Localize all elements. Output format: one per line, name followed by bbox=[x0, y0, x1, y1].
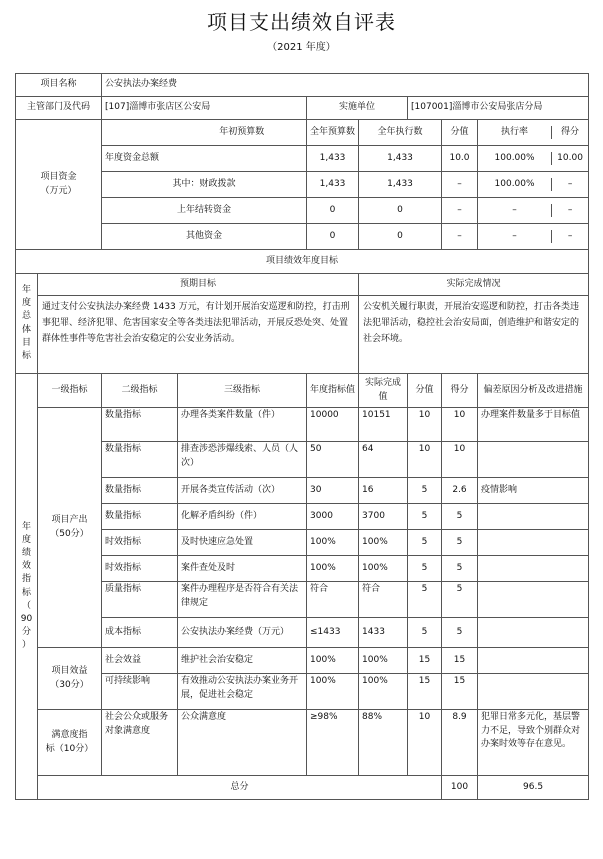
target-cell: 100% bbox=[307, 556, 359, 582]
target-cell: 3000 bbox=[307, 504, 359, 530]
table-row bbox=[16, 674, 589, 710]
level3-cell: 开展各类宣传活动（次） bbox=[178, 478, 307, 504]
deviation-cell: 犯罪日常多元化，基层警力不足，导致个别群众对办案时效等存在意见。 bbox=[478, 710, 589, 776]
actual-cell: 符合 bbox=[359, 582, 408, 618]
level3-cell: 有效推动公安执法办案业务开展，促进社会稳定 bbox=[178, 674, 307, 710]
funds-cell: 100.00% bbox=[494, 178, 535, 189]
goals-section-row bbox=[16, 250, 589, 274]
funds-header-rate-score bbox=[478, 120, 589, 146]
table-row bbox=[16, 442, 589, 478]
funds-row-name: 其他资金 bbox=[102, 224, 307, 250]
deviation-cell bbox=[478, 504, 589, 530]
funds-cell: 1,433 bbox=[307, 172, 359, 198]
funds-header-blank bbox=[102, 120, 178, 146]
funds-row-other bbox=[16, 224, 589, 250]
target-cell: 10000 bbox=[307, 408, 359, 442]
actual-cell: 64 bbox=[359, 442, 408, 478]
form-year: （2021 年度） bbox=[267, 42, 336, 53]
level2-cell: 数量指标 bbox=[102, 408, 178, 442]
implementing-unit-value: [107001]淄博市公安局张店分局 bbox=[408, 97, 589, 120]
funds-cell: 100.00% bbox=[494, 152, 535, 163]
funds-cell-pair bbox=[478, 172, 589, 198]
level2-cell: 时效指标 bbox=[102, 530, 178, 556]
level2-cell: 成本指标 bbox=[102, 618, 178, 648]
deviation-cell bbox=[478, 618, 589, 648]
project-name-label: 项目名称 bbox=[16, 74, 102, 97]
actual-result-label: 实际完成情况 bbox=[359, 274, 589, 296]
department-label: 主管部门及代码 bbox=[16, 97, 102, 120]
overall-goal-side-label: 年 度 总 体 目 标 bbox=[16, 274, 38, 374]
expected-goal-text: 通过支付公安执法办案经费 1433 万元，有计划开展治安巡逻和防控，打击刑事犯罪、经济犯罪、危害国家安全等各类违法犯罪活动，开展反恐处突、处置群体性事件等危害社会治安稳定的公安业务活动。 bbox=[38, 296, 359, 374]
target-cell: 100% bbox=[307, 674, 359, 710]
goals-section-title: 项目绩效年度目标 bbox=[16, 250, 589, 274]
score-cell: 5 bbox=[442, 504, 478, 530]
deviation-cell: 疫情影响 bbox=[478, 478, 589, 504]
funds-header-weight: 分值 bbox=[442, 120, 478, 146]
funds-cell: 1,433 bbox=[307, 146, 359, 172]
level2-cell: 时效指标 bbox=[102, 556, 178, 582]
performance-indicators-side-label: 年 度 绩 效 指 标 （ 90 分 ） bbox=[16, 374, 38, 800]
level2-cell: 社会效益 bbox=[102, 648, 178, 674]
weight-cell: 10 bbox=[408, 710, 442, 776]
funds-row-name: 年度资金总额 bbox=[102, 146, 307, 172]
funds-cell-pair bbox=[478, 146, 589, 172]
funds-cell: 0 bbox=[307, 224, 359, 250]
table-row bbox=[16, 648, 589, 674]
level2-cell: 质量指标 bbox=[102, 582, 178, 618]
score-cell: 8.9 bbox=[442, 710, 478, 776]
score-cell: 15 bbox=[442, 648, 478, 674]
form-title: 项目支出绩效自评表 bbox=[207, 10, 396, 34]
goals-content-row bbox=[16, 296, 589, 374]
actual-cell: 1433 bbox=[359, 618, 408, 648]
target-cell: 30 bbox=[307, 478, 359, 504]
funds-cell: – bbox=[551, 178, 588, 192]
funds-cell: 0 bbox=[359, 198, 442, 224]
weight-cell: 10 bbox=[408, 442, 442, 478]
level2-cell: 数量指标 bbox=[102, 504, 178, 530]
header-score: 得分 bbox=[442, 374, 478, 408]
expected-goal-label: 预期目标 bbox=[38, 274, 359, 296]
funds-row-name: 其中：财政拨款 bbox=[102, 172, 307, 198]
target-cell: 100% bbox=[307, 648, 359, 674]
deviation-cell bbox=[478, 648, 589, 674]
level1-benefit: 项目效益 （30分） bbox=[38, 648, 102, 710]
table-row bbox=[16, 618, 589, 648]
table-row bbox=[16, 478, 589, 504]
actual-cell: 88% bbox=[359, 710, 408, 776]
department-value: [107]淄博市张店区公安局 bbox=[102, 97, 307, 120]
deviation-cell bbox=[478, 442, 589, 478]
level2-cell: 数量指标 bbox=[102, 442, 178, 478]
project-name-row bbox=[16, 74, 589, 97]
funds-cell: – bbox=[551, 230, 588, 244]
funds-header-rate: 执行率 bbox=[501, 126, 529, 137]
deviation-cell bbox=[478, 530, 589, 556]
level1-satisfaction: 满意度指 标（10分） bbox=[38, 710, 102, 776]
level3-cell: 公众满意度 bbox=[178, 710, 307, 776]
funds-cell: 0 bbox=[307, 198, 359, 224]
deviation-cell bbox=[478, 582, 589, 618]
funds-cell: 0 bbox=[359, 224, 442, 250]
funds-header-initial: 年初预算数 bbox=[178, 120, 307, 146]
weight-cell: 5 bbox=[408, 556, 442, 582]
table-row bbox=[16, 408, 589, 442]
funds-header-row bbox=[16, 120, 589, 146]
score-cell: 2.6 bbox=[442, 478, 478, 504]
total-label: 总分 bbox=[38, 776, 442, 800]
actual-cell: 100% bbox=[359, 556, 408, 582]
funds-cell: – bbox=[442, 198, 478, 224]
target-cell: ≤1433 bbox=[307, 618, 359, 648]
funds-row-carryover bbox=[16, 198, 589, 224]
score-cell: 10 bbox=[442, 442, 478, 478]
funds-label: 项目资金 （万元） bbox=[16, 120, 102, 250]
weight-cell: 10 bbox=[408, 408, 442, 442]
level2-cell: 社会公众或服务对象满意度 bbox=[102, 710, 178, 776]
header-level2: 二级指标 bbox=[102, 374, 178, 408]
table-row bbox=[16, 582, 589, 618]
score-cell: 5 bbox=[442, 582, 478, 618]
level2-cell: 可持续影响 bbox=[102, 674, 178, 710]
header-weight: 分值 bbox=[408, 374, 442, 408]
funds-cell: 1,433 bbox=[359, 146, 442, 172]
level3-cell: 化解矛盾纠纷（件） bbox=[178, 504, 307, 530]
level3-cell: 公安执法办案经费（万元） bbox=[178, 618, 307, 648]
actual-cell: 100% bbox=[359, 674, 408, 710]
deviation-cell bbox=[478, 674, 589, 710]
total-row bbox=[16, 776, 589, 800]
score-cell: 10 bbox=[442, 408, 478, 442]
goals-header-row bbox=[16, 274, 589, 296]
funds-cell: – bbox=[512, 204, 517, 215]
actual-cell: 100% bbox=[359, 530, 408, 556]
funds-header-score: 得分 bbox=[551, 126, 588, 140]
target-cell: 50 bbox=[307, 442, 359, 478]
evaluation-table bbox=[15, 73, 589, 800]
funds-header-annual: 全年预算数 bbox=[307, 120, 359, 146]
level3-cell: 排查涉恐涉爆线索、人员（人次） bbox=[178, 442, 307, 478]
table-row bbox=[16, 530, 589, 556]
weight-cell: 5 bbox=[408, 582, 442, 618]
header-actual: 实际完成值 bbox=[359, 374, 408, 408]
level2-cell: 数量指标 bbox=[102, 478, 178, 504]
header-target: 年度指标值 bbox=[307, 374, 359, 408]
weight-cell: 15 bbox=[408, 674, 442, 710]
funds-cell: – bbox=[442, 224, 478, 250]
weight-cell: 5 bbox=[408, 504, 442, 530]
deviation-cell bbox=[478, 556, 589, 582]
table-row bbox=[16, 710, 589, 776]
actual-cell: 16 bbox=[359, 478, 408, 504]
level3-cell: 案件查处及时 bbox=[178, 556, 307, 582]
funds-cell: 10.0 bbox=[442, 146, 478, 172]
funds-cell-pair bbox=[478, 224, 589, 250]
funds-cell: – bbox=[512, 230, 517, 241]
header-level1: 一级指标 bbox=[38, 374, 102, 408]
score-cell: 5 bbox=[442, 530, 478, 556]
level3-cell: 案件办理程序是否符合有关法律规定 bbox=[178, 582, 307, 618]
total-weight: 100 bbox=[442, 776, 478, 800]
level3-cell: 及时快速应急处置 bbox=[178, 530, 307, 556]
funds-cell: 10.00 bbox=[551, 152, 588, 166]
level3-cell: 办理各类案件数量（件） bbox=[178, 408, 307, 442]
funds-row-fiscal bbox=[16, 172, 589, 198]
score-cell: 5 bbox=[442, 556, 478, 582]
target-cell: ≥98% bbox=[307, 710, 359, 776]
actual-result-text: 公安机关履行职责，开展治安巡逻和防控，打击各类违法犯罪活动，稳控社会治安局面，创造维护和谐安定的社会环境。 bbox=[359, 296, 589, 374]
actual-cell: 10151 bbox=[359, 408, 408, 442]
funds-cell-pair bbox=[478, 198, 589, 224]
header-level3: 三级指标 bbox=[178, 374, 307, 408]
total-score: 96.5 bbox=[478, 776, 589, 800]
actual-cell: 3700 bbox=[359, 504, 408, 530]
target-cell: 100% bbox=[307, 530, 359, 556]
indicators-header-row bbox=[16, 374, 589, 408]
weight-cell: 15 bbox=[408, 648, 442, 674]
actual-cell: 100% bbox=[359, 648, 408, 674]
table-row bbox=[16, 556, 589, 582]
funds-cell: – bbox=[442, 172, 478, 198]
level1-output: 项目产出 （50分） bbox=[38, 408, 102, 648]
header-deviation: 偏差原因分析及改进措施 bbox=[478, 374, 589, 408]
weight-cell: 5 bbox=[408, 618, 442, 648]
weight-cell: 5 bbox=[408, 530, 442, 556]
funds-cell: 1,433 bbox=[359, 172, 442, 198]
weight-cell: 5 bbox=[408, 478, 442, 504]
project-name-value: 公安执法办案经费 bbox=[102, 74, 589, 97]
score-cell: 5 bbox=[442, 618, 478, 648]
funds-row-total bbox=[16, 146, 589, 172]
level3-cell: 维护社会治安稳定 bbox=[178, 648, 307, 674]
funds-header-executed: 全年执行数 bbox=[359, 120, 442, 146]
deviation-cell: 办理案件数量多于目标值 bbox=[478, 408, 589, 442]
department-row bbox=[16, 97, 589, 120]
implementing-unit-label: 实施单位 bbox=[307, 97, 408, 120]
funds-row-name: 上年结转资金 bbox=[102, 198, 307, 224]
table-row bbox=[16, 504, 589, 530]
target-cell: 符合 bbox=[307, 582, 359, 618]
funds-cell: – bbox=[551, 204, 588, 218]
score-cell: 15 bbox=[442, 674, 478, 710]
